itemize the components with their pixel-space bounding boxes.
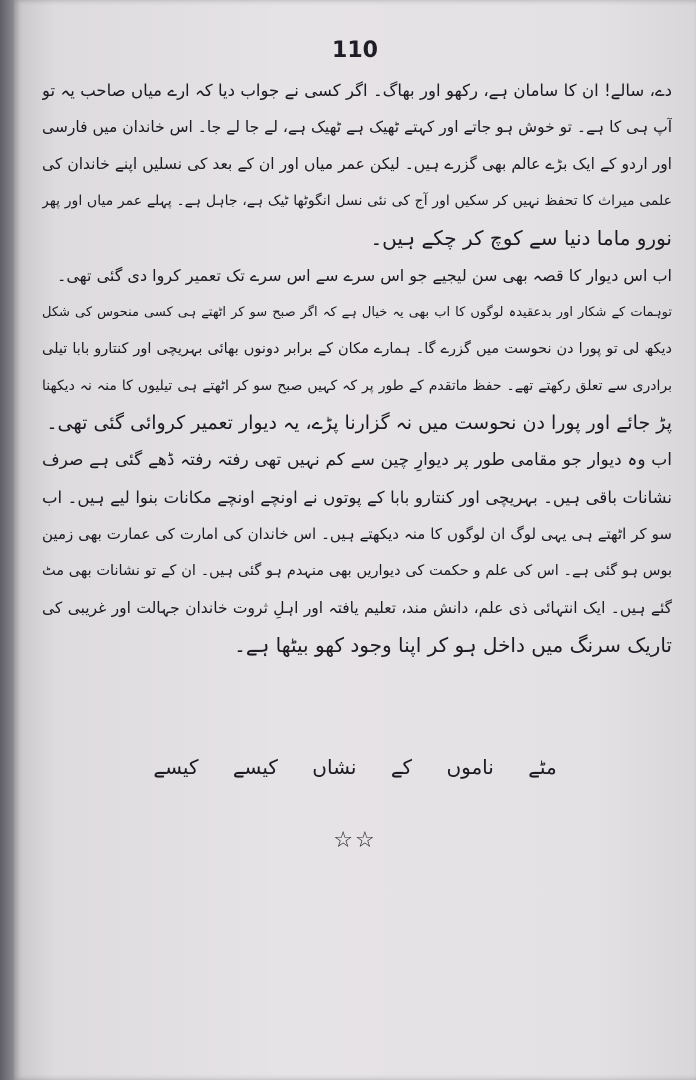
text-line: دیکھ لی تو پورا دن نحوست میں گزرے گا۔ ہمارے مکان کے برابر دونوں بھائی بہریچی اور کنتارو بابا تیلی: [42, 341, 672, 357]
text-line: گئے ہیں۔ ایک انتہائی ذی علم، دانش مند، تعلیم یافتہ اور اہلِ ثروت خاندان جہالت اور غریبی کی: [42, 599, 672, 617]
section-break-stars: ☆☆: [333, 828, 377, 853]
text-line: بوس ہو گئی ہے۔ اس کی علم و حکمت کی دیواریں بھی منہدم ہو گئی ہیں۔ ان کے تو نشانات بھی مٹ: [42, 563, 672, 579]
text-line: تاریک سرنگ میں داخل ہو کر اپنا وجود کھو بیٹھا ہے۔: [234, 633, 672, 657]
text-line: آپ ہی کا ہے۔ تو خوش ہو جاتے اور کہتے ٹھیک ہے ٹھیک ہے، لے جا لے جا۔ اس خاندان میں فارسی: [42, 118, 672, 136]
text-line: دے، سالے! ان کا سامان ہے، رکھو اور بھاگ۔ اگر کسی نے جواب دیا کہ ارے میاں صاحب یہ تو: [42, 81, 672, 100]
text-line: توہمات کے شکار اور بدعقیدہ لوگوں کا اب بھی یہ خیال ہے کہ اگر صبح سو کر اٹھتے ہی کسی منحوس کی شکل: [42, 305, 672, 320]
text-line: اب وہ دیوار جو مقامی طور پر دیوارِ چین سے کم نہیں تھی رفتہ رفتہ ڈھے گئی ہے صرف: [42, 450, 672, 470]
paragraph-1: [42, 72, 672, 257]
page-number: 110: [332, 38, 378, 63]
book-page: [14, 0, 696, 1080]
text-line: نورو ماما دنیا سے کوچ کر چکے ہیں۔: [370, 226, 672, 250]
text-line: اب اس دیوار کا قصہ بھی سن لیجیے جو اس سرے سے اس سرے تک تعمیر کروا دی گئی تھی۔: [56, 266, 672, 285]
text-line: پڑ جائے اور پورا دن نحوست میں نہ گزارنا پڑے، یہ دیوار تعمیر کروائی گئی تھی۔: [46, 412, 672, 434]
paragraph-3: [42, 442, 672, 664]
text-line: اور اردو کے ایک بڑے عالم بھی گزرے ہیں۔ لیکن عمر میاں اور ان کے بعد کی نسلیں اپنے خاندان کی: [42, 155, 672, 173]
paragraph-2: [42, 257, 672, 442]
text-line: نشانات باقی ہیں۔ بہریچی اور کنتارو بابا کے پوتوں نے اونچے اونچے مکانات بنوا لیے ہیں۔ اب: [42, 488, 672, 507]
verse-line: مٹے ناموں کے نشاں کیسے کیسے: [153, 755, 557, 779]
text-line: برادری سے تعلق رکھتے تھے۔ حفظ ماتقدم کے طور پر کہ کہیں صبح سو کر اٹھتے ہی تیلیوں کا منہ نہ دیکھنا: [42, 378, 672, 394]
text-line: علمی میراث کا تحفظ نہیں کر سکیں اور آج کی نئی نسل انگوٹھا ٹیک ہے، جاہل ہے۔ پہلے عمر میاں اور پھر: [42, 193, 672, 209]
page-body: [42, 72, 672, 664]
text-line: سو کر اٹھتے ہی یہی لوگ ان لوگوں کا منہ دیکھتے ہیں۔ اس خاندان کی امارت کی عمارت بھی زمین: [42, 525, 672, 543]
